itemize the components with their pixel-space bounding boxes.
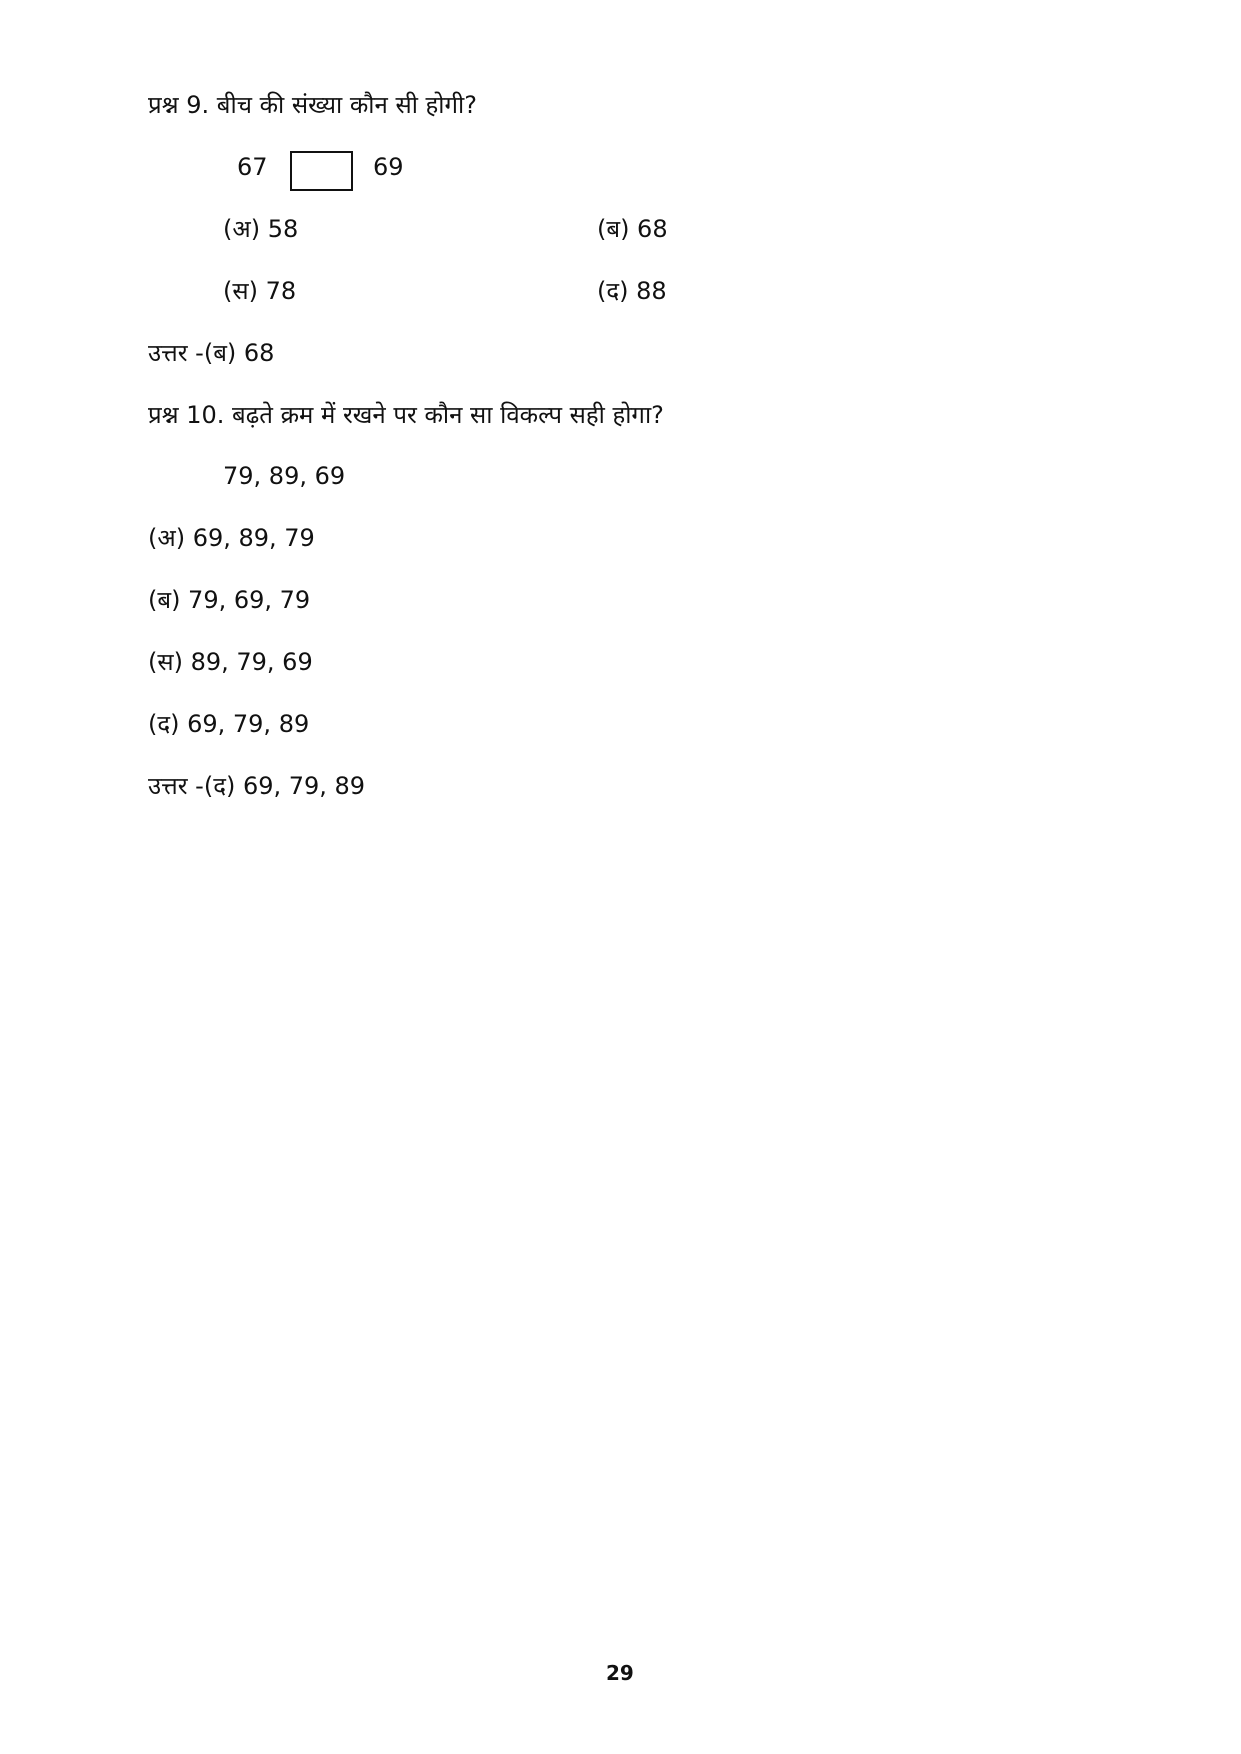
- question-9-option-d: (द) 88: [597, 277, 667, 305]
- page-number: 29: [606, 1661, 634, 1685]
- question-9-option-c: (स) 78: [223, 277, 297, 305]
- question-10-option-a: (अ) 69, 89, 79: [148, 524, 315, 552]
- question-9-text: प्रश्न 9. बीच की संख्या कौन सी होगी?: [148, 91, 477, 119]
- question-10-text: प्रश्न 10. बढ़ते क्रम में रखने पर कौन सा विकल्प सही होगा?: [148, 401, 664, 429]
- question-10-option-c: (स) 89, 79, 69: [148, 648, 313, 676]
- question-9-option-b: (ब) 68: [597, 215, 668, 243]
- question-9-option-a: (अ) 58: [223, 215, 299, 243]
- question-10-option-d: (द) 69, 79, 89: [148, 710, 310, 738]
- question-9-right-number: 69: [373, 153, 404, 181]
- question-10-sequence: 79, 89, 69: [223, 462, 346, 490]
- question-10-answer: उत्तर -(द) 69, 79, 89: [148, 772, 366, 800]
- question-9-left-number: 67: [237, 153, 268, 181]
- question-9-answer: उत्तर -(ब) 68: [148, 339, 275, 367]
- question-10-option-b: (ब) 79, 69, 79: [148, 586, 311, 614]
- missing-number-box: [290, 151, 353, 191]
